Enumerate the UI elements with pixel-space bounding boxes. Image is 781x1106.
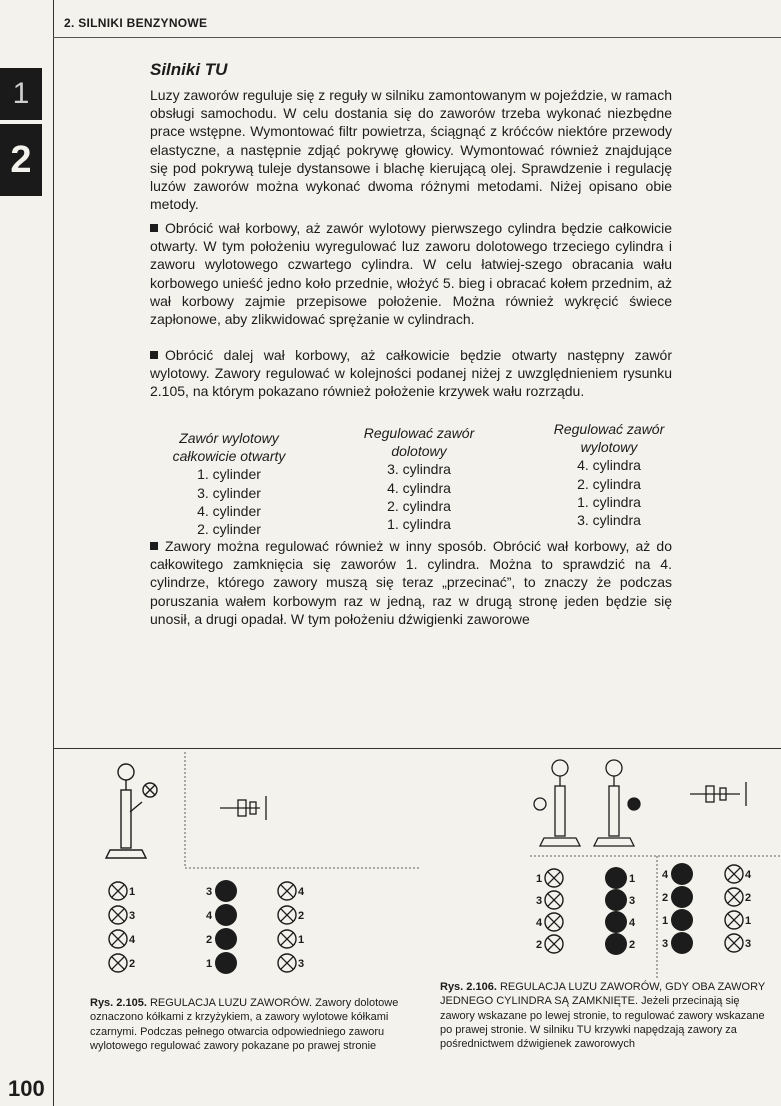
- filled-circle-marker: [605, 889, 635, 911]
- cylinder-number-label: 3: [298, 958, 305, 970]
- page-number: 100: [8, 1076, 45, 1101]
- intake-valve-markers: [109, 882, 136, 972]
- crossed-circle-marker: [725, 865, 752, 883]
- header-rule: [53, 37, 781, 38]
- cylinder-number-label: 3: [129, 910, 136, 922]
- cylinder-number-label: 2: [129, 958, 136, 970]
- cylinder-number-label: 1: [536, 873, 543, 885]
- table-header-line: dolotowy: [391, 443, 447, 460]
- caption-figure-2-105: [90, 996, 408, 1053]
- crossed-circle-marker: [109, 930, 136, 948]
- paragraph-step-1: [150, 219, 672, 328]
- figure-2-106: [530, 748, 781, 978]
- filled-circle-marker: [605, 911, 636, 933]
- table-column-exhaust-adjust: [530, 420, 688, 529]
- filled-circle-marker: [662, 909, 693, 931]
- section-title: Silniki TU: [150, 60, 228, 79]
- cylinder-number-label: 1: [629, 873, 636, 885]
- table-cell: 4. cylinder: [197, 502, 261, 519]
- cylinder-number-label: 4: [129, 934, 136, 946]
- table-header-line: Regulować zawór: [363, 425, 475, 441]
- figure-2-105: [90, 752, 420, 990]
- cylinder-number-label: 1: [298, 934, 305, 946]
- crossed-circle-marker: [536, 935, 563, 953]
- running-head: 2. SILNIKI BENZYNOWE: [64, 16, 208, 30]
- bullet-icon: [150, 224, 158, 232]
- caption-text: REGULACJA LUZU ZAWORÓW. Zawory dolotowe oznaczono kółkami z krzyżykiem, a zawory wylotowe kółkami czarnymi. Podczas pełnego otwarcia odpowiedniego zaworu wylotowego regulować zawory pokazane po prawej stronie: [90, 997, 399, 1052]
- table-cell: 1. cylindra: [387, 516, 451, 533]
- adjust-intake-markers: [725, 865, 752, 952]
- table-cell: 3. cylindra: [577, 512, 641, 529]
- caption-title: Rys. 2.105.: [90, 997, 147, 1009]
- paragraph-step-1-text: Obrócić wał korbowy, aż zawór wylotowy pierwszego cylindra będzie całkowicie otwarty. W tym położeniu wyregulować luz zaworu dolotowego trzeciego cylindra i zaworu wylotowego czwartego cylindra. W celu łatwiej-szego obracania wału korbowego unieść jedno koło przednie, włożyć 5. bieg i obracać kołem przednim, aż wał korbowy zajmie przepisowe położenie. Można również wykręcić świece zapłonowe, aby zlikwidować sprężanie w cylindrach.: [150, 220, 672, 328]
- cylinder-number-label: 2: [745, 892, 752, 904]
- cylinder-number-label: 2: [536, 939, 543, 951]
- exhaust-valve-markers: [206, 880, 237, 974]
- rocker-pair-diagram: [534, 760, 640, 846]
- table-cell: 4. cylindra: [577, 457, 641, 474]
- cylinder-number-label: 3: [629, 895, 636, 907]
- table-cell: 3. cylindra: [387, 461, 451, 478]
- crossed-circle-marker: [725, 888, 751, 906]
- cylinder-number-label: 2: [298, 910, 305, 922]
- bullet-icon: [150, 351, 158, 359]
- paragraph-step-2: [150, 346, 672, 401]
- paragraph-step-2-text: Obrócić dalej wał korbowy, aż całkowicie będzie otwarty następny zawór wylotowy. Zawory regulować w kolejności podanej niżej z uwzględnieniem rysunku 2.105, na którym pokazano również położenie krzywek wału rozrządu.: [150, 347, 672, 400]
- crossed-circle-marker: [536, 891, 563, 909]
- table-header-line: Zawór wylotowy: [179, 430, 279, 446]
- camshaft-diagram: [220, 796, 266, 820]
- table-cell: 2. cylindra: [387, 497, 451, 514]
- chapter-tab-1: 1: [0, 68, 42, 120]
- cylinder-number-label: 2: [662, 892, 669, 904]
- cylinder-number-label: 4: [629, 917, 636, 929]
- table-cell: 3. cylinder: [197, 484, 261, 501]
- adjust-exhaust-markers: [662, 863, 693, 954]
- cylinder-number-label: 1: [206, 958, 213, 970]
- camshaft-diagram-2: [690, 782, 746, 806]
- cylinder-number-label: 2: [206, 934, 213, 946]
- cylinder-number-label: 1: [745, 915, 752, 927]
- filled-circle-marker: [662, 932, 693, 954]
- table-cell: 4. cylindra: [387, 479, 451, 496]
- left-margin-rule: [53, 0, 54, 1106]
- table-column-exhaust-open: [150, 429, 308, 538]
- filled-circle-marker: [206, 904, 237, 926]
- intersecting-intake-markers: [536, 869, 563, 953]
- crossed-circle-marker: [725, 911, 751, 929]
- table-cell: 2. cylindra: [577, 475, 641, 492]
- table-header-line: Regulować zawór: [553, 421, 665, 437]
- table-column-intake-adjust: [340, 424, 498, 533]
- bullet-icon: [150, 542, 158, 550]
- rocker-valve-diagram: [106, 764, 157, 858]
- cylinder-number-label: 4: [662, 869, 669, 881]
- cylinder-number-label: 3: [536, 895, 543, 907]
- chapter-tab-2: 2: [0, 124, 42, 196]
- crossed-circle-marker: [725, 934, 751, 952]
- table-cell: 2. cylinder: [197, 521, 261, 538]
- filled-circle-marker: [662, 863, 693, 885]
- filled-circle-marker: [206, 928, 237, 950]
- crossed-circle-marker: [278, 906, 304, 924]
- crossed-circle-marker: [109, 882, 135, 900]
- crossed-circle-marker: [109, 906, 135, 924]
- table-header-line: wylotowy: [580, 439, 638, 456]
- caption-text: REGULACJA LUZU ZAWORÓW, GDY OBA ZAWORY JEDNEGO CYLINDRA SĄ ZAMKNIĘTE. Jeżeli przecinają się zawory wskazane po lewej stronie, to regulować zawory wskazane po prawej stronie. W silniku TU krzywki napędzają zawory za pośrednictwem dźwigienek zaworowych: [440, 981, 766, 1051]
- caption-figure-2-106: [440, 980, 774, 1051]
- cylinder-number-label: 4: [745, 869, 752, 881]
- paragraph-step-3-text: Zawory można regulować również w inny sposób. Obrócić wał korbowy, aż do całkowitego zamknięcia się zaworów 1. cylindra. Można to sprawdzić na 4. cylindrze, którego zawory muszą się teraz „przecinać”, to znaczy że podczas poruszania wałem korbowym raz w jedną, raz w drugą stronę jeden będzie się unosił, a drugi opadał. W tym położeniu dźwigienki zaworowe: [150, 538, 672, 627]
- cylinder-number-label: 1: [129, 886, 136, 898]
- table-header-line: całkowicie otwarty: [172, 448, 286, 465]
- cylinder-number-label: 2: [629, 939, 636, 951]
- cylinder-number-label: 4: [298, 886, 305, 898]
- crossed-circle-marker: [536, 869, 563, 887]
- caption-title: Rys. 2.106.: [440, 981, 497, 993]
- crossed-circle-marker: [278, 882, 305, 900]
- table-cell: 1. cylinder: [197, 466, 261, 483]
- adjust-valve-markers: [278, 882, 305, 972]
- table-cell: 1. cylindra: [577, 493, 641, 510]
- intersecting-exhaust-markers: [605, 867, 636, 955]
- filled-circle-marker: [605, 867, 635, 889]
- cylinder-number-label: 3: [662, 938, 669, 950]
- cylinder-number-label: 3: [745, 938, 752, 950]
- filled-circle-marker: [662, 886, 693, 908]
- cylinder-number-label: 1: [662, 915, 669, 927]
- paragraph-step-3: [150, 537, 672, 628]
- crossed-circle-marker: [536, 913, 563, 931]
- cylinder-number-label: 3: [206, 886, 213, 898]
- crossed-circle-marker: [278, 954, 304, 972]
- cylinder-number-label: 4: [536, 917, 543, 929]
- cylinder-number-label: 4: [206, 910, 213, 922]
- filled-circle-marker: [605, 933, 635, 955]
- crossed-circle-marker: [109, 954, 135, 972]
- filled-circle-marker: [206, 952, 237, 974]
- crossed-circle-marker: [278, 930, 304, 948]
- paragraph-intro: Luzy zaworów reguluje się z reguły w silniku zamontowanym w pojeździe, w ramach obsługi samochodu. W celu dostania się do zaworów trzeba wykonać niezbędne prace wstępne. Wymontować filtr powietrza, ściągnąć z króćców niektóre przewody elastyczne, a następnie zdjąć pokrywę głowicy. Wymontować również znajdujące się pod pokrywą tuleje dystansowe i blachę kierującą olej. Sprawdzenie i regulację luzów zaworów można wykonać dwoma różnymi metodami. Niżej opisano obie metody.: [150, 87, 672, 213]
- filled-circle-marker: [206, 880, 237, 902]
